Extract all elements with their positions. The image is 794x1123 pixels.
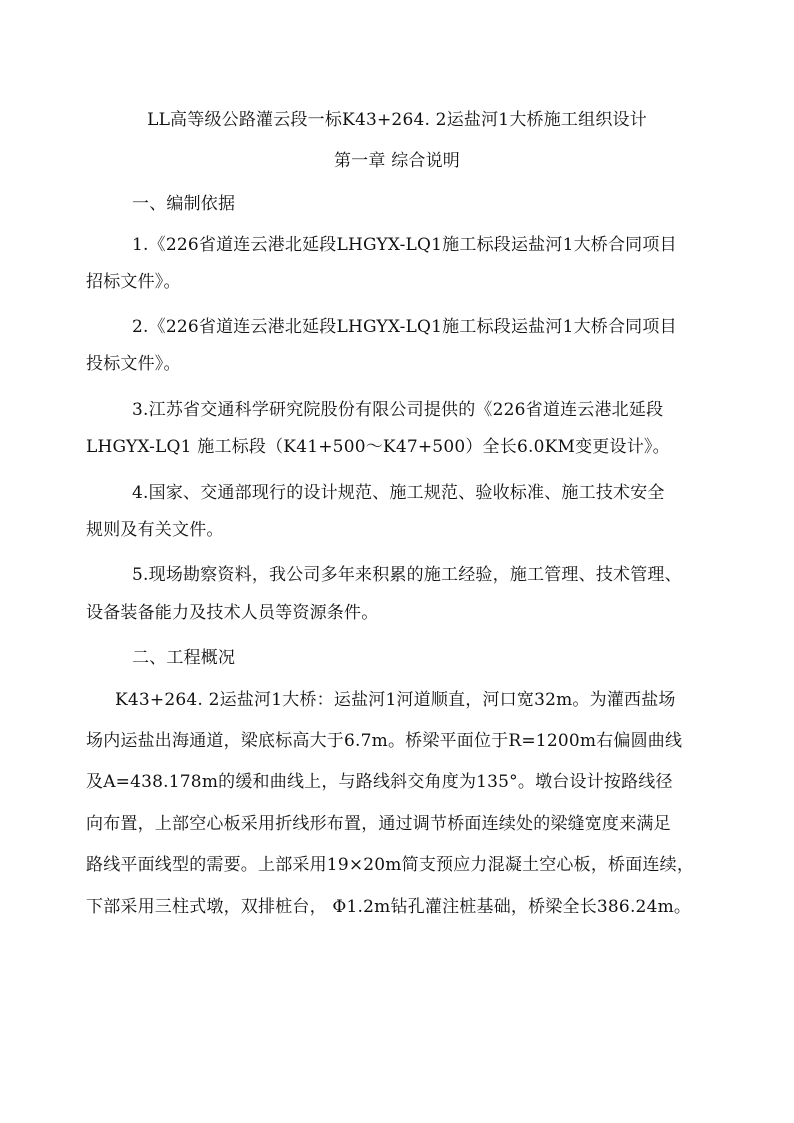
basis-item-5-line2: 设备装备能力及技术人员等资源条件。 [86, 603, 379, 623]
basis-item-1-line1: 1.《226省道连云港北延段LHGYX-LQ1施工标段运盐河1大桥合同项目 [132, 235, 677, 255]
chapter-heading: 第一章 综合说明 [333, 151, 460, 171]
basis-item-3-line1: 3.江苏省交通科学研究院股份有限公司提供的《226省道连云港北延段 [132, 400, 664, 420]
overview-line-4: 向布置，上部空心板采用折线形布置，通过调节桥面连续处的梁缝宽度来满足 [86, 814, 671, 834]
basis-item-5-line1: 5.现场勘察资料，我公司多年来积累的施工经验，施工管理、技术管理、 [132, 565, 682, 585]
basis-item-4-line1: 4.国家、交通部现行的设计规范、施工规范、验收标准、施工技术安全 [132, 483, 665, 503]
basis-item-2-line1: 2.《226省道连云港北延段LHGYX-LQ1施工标段运盐河1大桥合同项目 [132, 317, 677, 337]
basis-item-1-line2: 招标文件》。 [86, 272, 181, 292]
section-heading-basis: 一、编制依据 [132, 194, 236, 214]
basis-item-4-line2: 规则及有关文件。 [86, 520, 224, 540]
basis-item-3-line2: LHGYX-LQ1 施工标段（K41+500～K47+500）全长6.0KM变更设计》。 [86, 437, 670, 457]
overview-line-3: 及A=438.178m的缓和曲线上，与路线斜交角度为135°。墩台设计按路线径 [86, 772, 673, 792]
document-title: LL高等级公路灌云段一标K43+264. 2运盐河1大桥施工组织设计 [147, 110, 647, 130]
basis-item-2-line2: 投标文件》。 [86, 354, 181, 374]
overview-line-1: K43+264. 2运盐河1大桥：运盐河1河道顺直，河口宽32m。为灌西盐场 [115, 690, 676, 710]
section-heading-overview: 二、工程概况 [132, 648, 236, 668]
overview-line-6: 下部采用三柱式墩，双排桩台， Φ1.2m钻孔灌注桩基础，桥梁全长386.24m。 [86, 897, 692, 917]
overview-line-5: 路线平面线型的需要。上部采用19×20m简支预应力混凝土空心板，桥面连续， [86, 855, 695, 875]
overview-line-2: 场内运盐出海通道，梁底标高大于6.7m。桥梁平面位于R=1200m右偏圆曲线 [86, 731, 683, 751]
